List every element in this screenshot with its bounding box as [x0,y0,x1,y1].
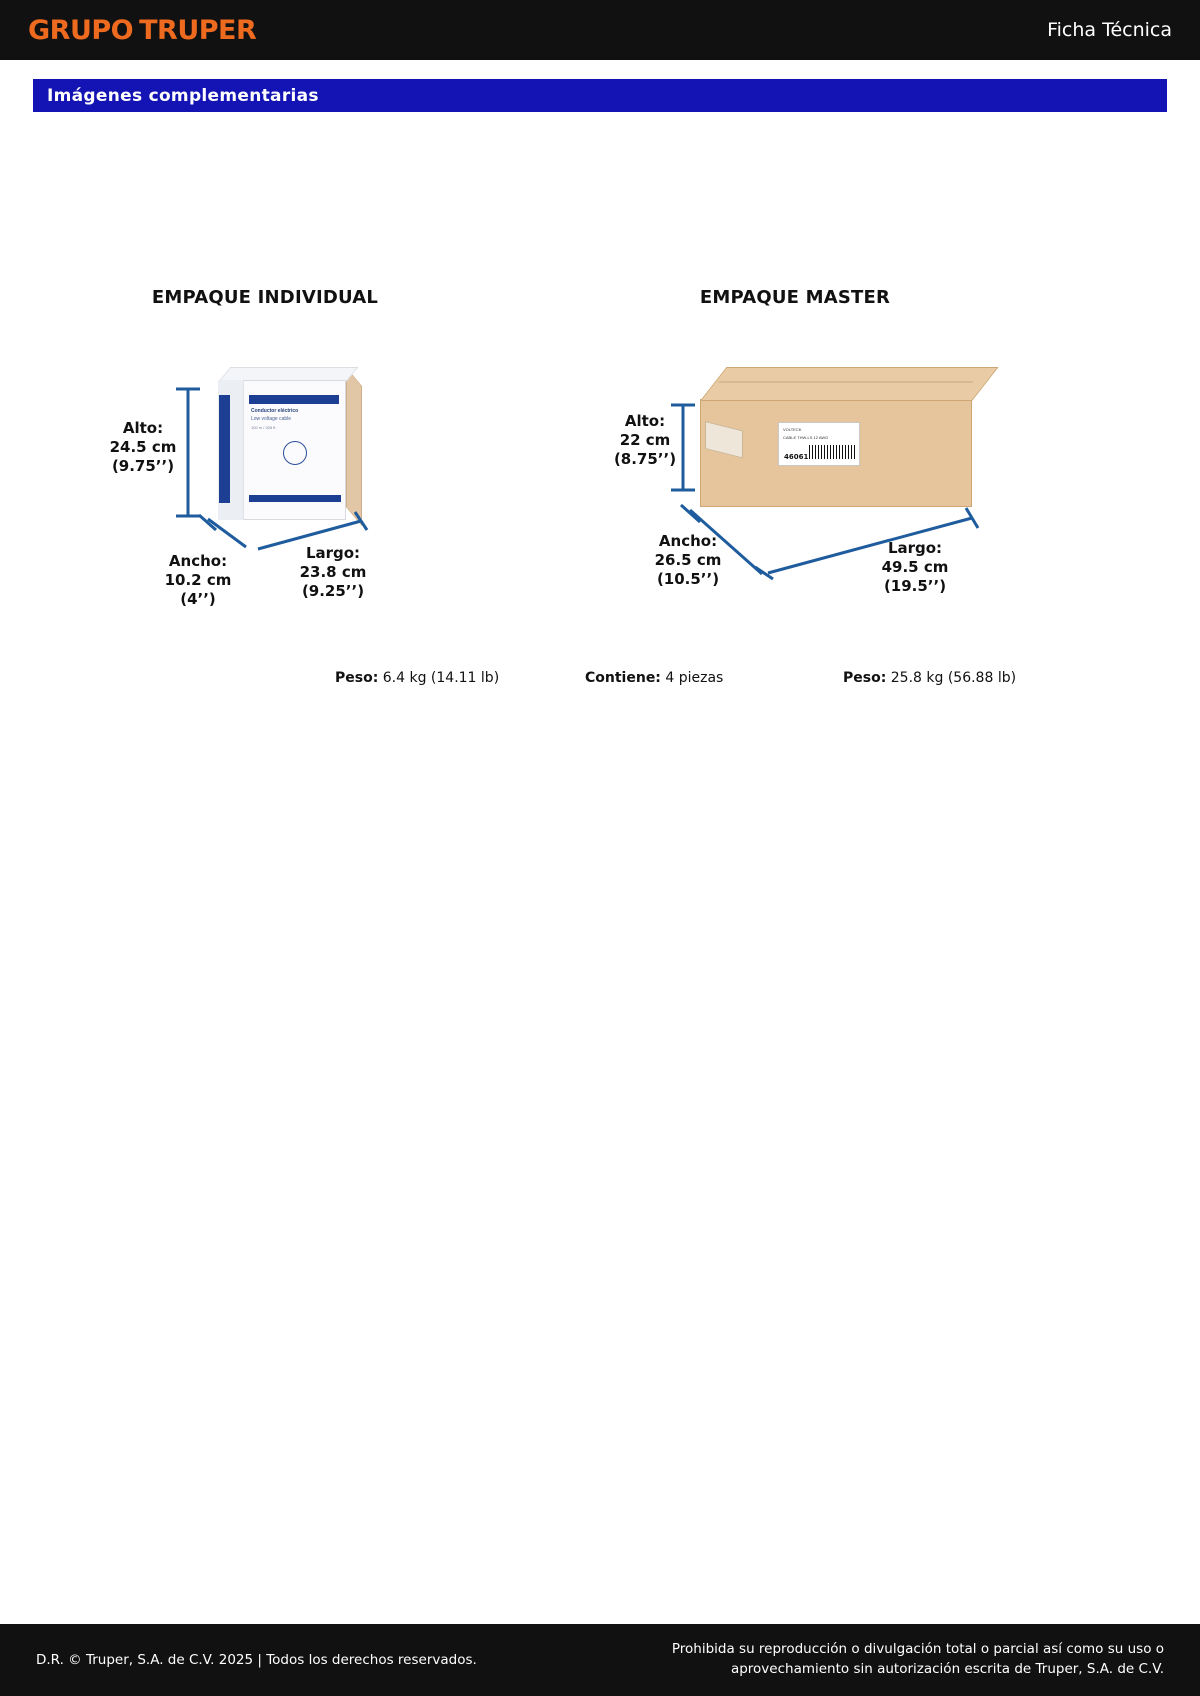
master-ancho-cm: 26.5 cm [654,550,722,569]
individual-package-title: EMPAQUE INDIVIDUAL [151,287,379,308]
box-spine-stripe [219,395,230,503]
master-largo-label [862,539,968,595]
individual-alto-label [98,419,188,475]
contents-caption: Contiene: [585,670,661,686]
contents-value: 4 piezas [665,670,724,686]
master-ancho-caption: Ancho: [658,532,718,550]
individual-weight-caption: Peso: [335,670,379,686]
barcode-icon [809,445,857,459]
individual-package-image [213,367,365,522]
master-ancho-in: (10.5’’) [656,569,720,588]
individual-largo-caption: Largo: [305,544,361,562]
individual-weight-value: 6.4 kg (14.11 lb) [382,670,500,686]
individual-largo-cm: 23.8 cm [299,562,367,581]
box-brand-bar [249,395,339,404]
individual-largo-label [285,544,381,600]
box-seal-icon [283,441,307,465]
carton-label-line1: VOLTECK [783,427,802,432]
master-largo-cm: 49.5 cm [881,557,949,576]
footer-legal-line2: aprovechamiento sin autorización escrita de Truper, S.A. de C.V. [730,1661,1164,1677]
carton-label-line2: CABLE THW-LS 12 AWG [783,435,829,440]
logo-truper-text: TRUPER [139,14,257,46]
master-weight-caption: Peso: [843,670,887,686]
carton-lid-crease [718,381,974,383]
box-brand-text: Conductor eléctrico [251,408,299,414]
contents-info [585,670,723,686]
master-ancho-label [638,532,738,588]
page-footer [0,1624,1200,1696]
individual-alto-in: (9.75’’) [111,456,175,475]
section-title-text: Imágenes complementarias [47,85,319,106]
individual-ancho-in: (4’’) [180,589,216,608]
master-weight-value: 25.8 kg (56.88 lb) [890,670,1017,686]
master-alto-label [600,412,690,468]
carton-lid-face [700,367,999,401]
master-package-image [700,367,985,512]
header-title: Ficha Técnica [1047,19,1172,41]
master-package-title: EMPAQUE MASTER [699,287,891,308]
logo-grupo-text: GRUPO [28,14,134,46]
page-header [0,0,1200,60]
individual-largo-in: (9.25’’) [301,581,365,600]
master-weight [843,670,1016,686]
master-alto-cm: 22 cm [619,430,671,449]
master-largo-in: (19.5’’) [883,576,947,595]
carton-code-text: 46061 [784,453,809,461]
individual-alto-caption: Alto: [122,419,164,437]
individual-alto-cm: 24.5 cm [109,437,177,456]
master-alto-in: (8.75’’) [613,449,677,468]
box-length-text: 100 m / 328 ft [251,425,276,430]
dimension-lines [0,112,1200,592]
packaging-area [0,112,1200,686]
section-title-bar [33,79,1167,112]
footer-legal [672,1640,1164,1679]
box-bottom-bar [249,495,341,502]
footer-legal-line1: Prohibida su reproducción o divulgación total o parcial así como su uso o [671,1641,1164,1658]
individual-ancho-cm: 10.2 cm [164,570,232,589]
footer-copyright: D.R. © Truper, S.A. de C.V. 2025 | Todos los derechos reservados. [36,1652,477,1668]
box-subtitle-text: Low voltage cable [251,416,292,422]
box-side-face [346,367,362,526]
brand-logo [28,15,256,46]
individual-ancho-caption: Ancho: [168,552,228,570]
individual-ancho-label [148,552,248,608]
master-largo-caption: Largo: [887,539,943,557]
individual-weight [335,670,499,686]
master-alto-caption: Alto: [624,412,666,430]
